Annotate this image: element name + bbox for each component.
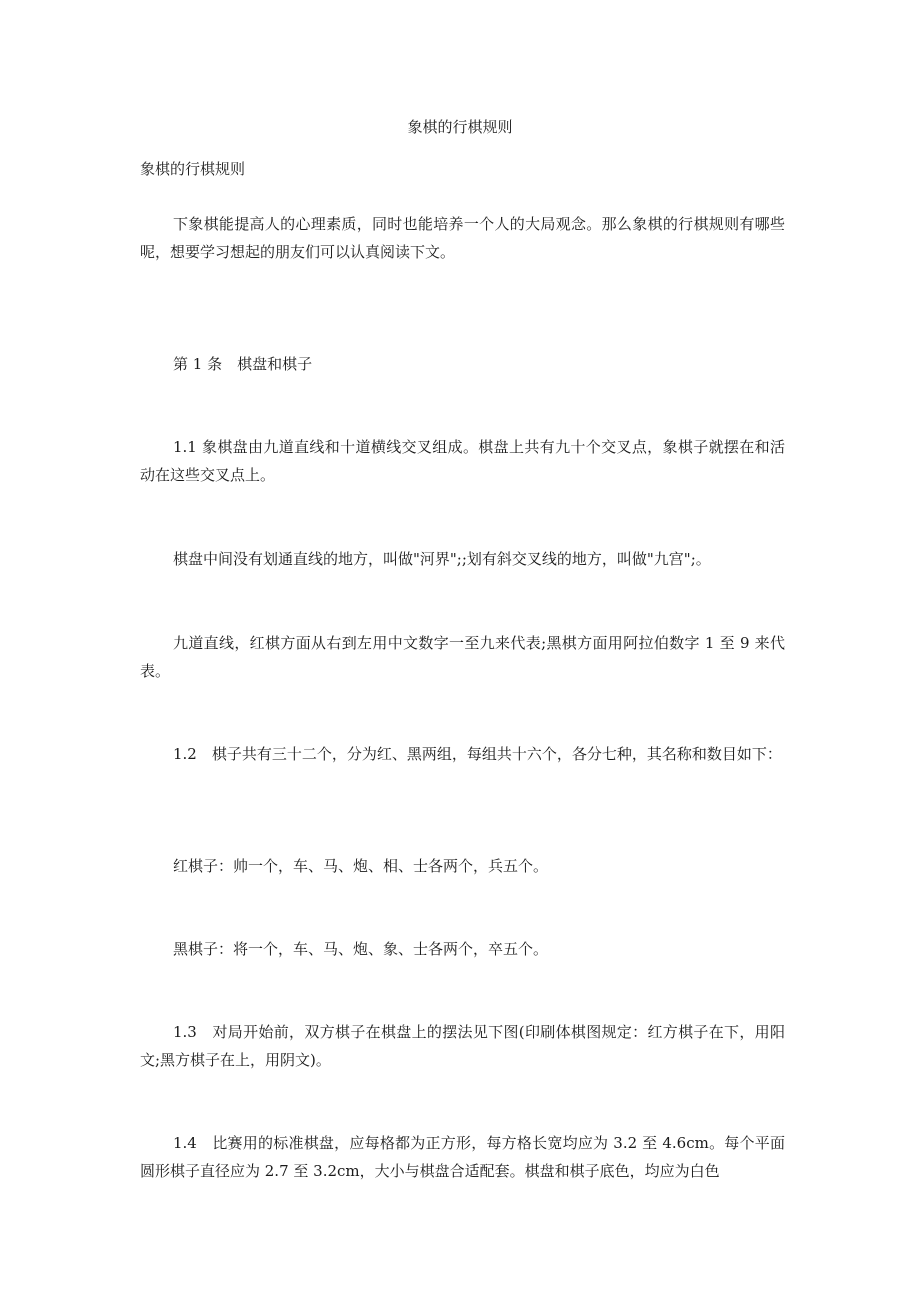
paragraph-1-1: 1.1 象棋盘由九道直线和十道横线交叉组成。棋盘上共有九十个交叉点，象棋子就摆在和活动在这些交叉点上。 bbox=[140, 438, 785, 484]
document-title: 象棋的行棋规则 bbox=[407, 118, 513, 136]
paragraph-river-palace: 棋盘中间没有划通直线的地方，叫做"河界";;划有斜交叉线的地方，叫做"九宫";。 bbox=[173, 550, 711, 568]
paragraph-1-4: 1.4 比赛用的标准棋盘，应每格都为正方形，每方格长宽均应为 3.2 至 4.6cm。每个平面圆形棋子直径应为 2.7 至 3.2cm，大小与棋盘合适配套。棋盘和棋子底色，均应为白色 bbox=[140, 1134, 785, 1180]
paragraph-red-pieces: 红棋子：帅一个，车、马、炮、相、士各两个，兵五个。 bbox=[173, 857, 549, 875]
article-1-heading: 第 1 条 棋盘和棋子 bbox=[173, 355, 313, 373]
document-subtitle: 象棋的行棋规则 bbox=[140, 160, 246, 178]
paragraph-intro: 下象棋能提高人的心理素质，同时也能培养一个人的大局观念。那么象棋的行棋规则有哪些呢，想要学习想起的朋友们可以认真阅读下文。 bbox=[140, 215, 785, 261]
paragraph-1-2: 1.2 棋子共有三十二个，分为红、黑两组，每组共十六个，各分七种，其名称和数目如下： bbox=[173, 745, 782, 763]
paragraph-1-3: 1.3 对局开始前，双方棋子在棋盘上的摆法见下图(印刷体棋图规定：红方棋子在下，用阳文;黑方棋子在上，用阴文)。 bbox=[140, 1023, 785, 1069]
paragraph-line-numbering: 九道直线，红棋方面从右到左用中文数字一至九来代表;黑棋方面用阿拉伯数字 1 至 9 来代表。 bbox=[140, 634, 785, 680]
paragraph-black-pieces: 黑棋子：将一个，车、马、炮、象、士各两个，卒五个。 bbox=[173, 940, 549, 958]
